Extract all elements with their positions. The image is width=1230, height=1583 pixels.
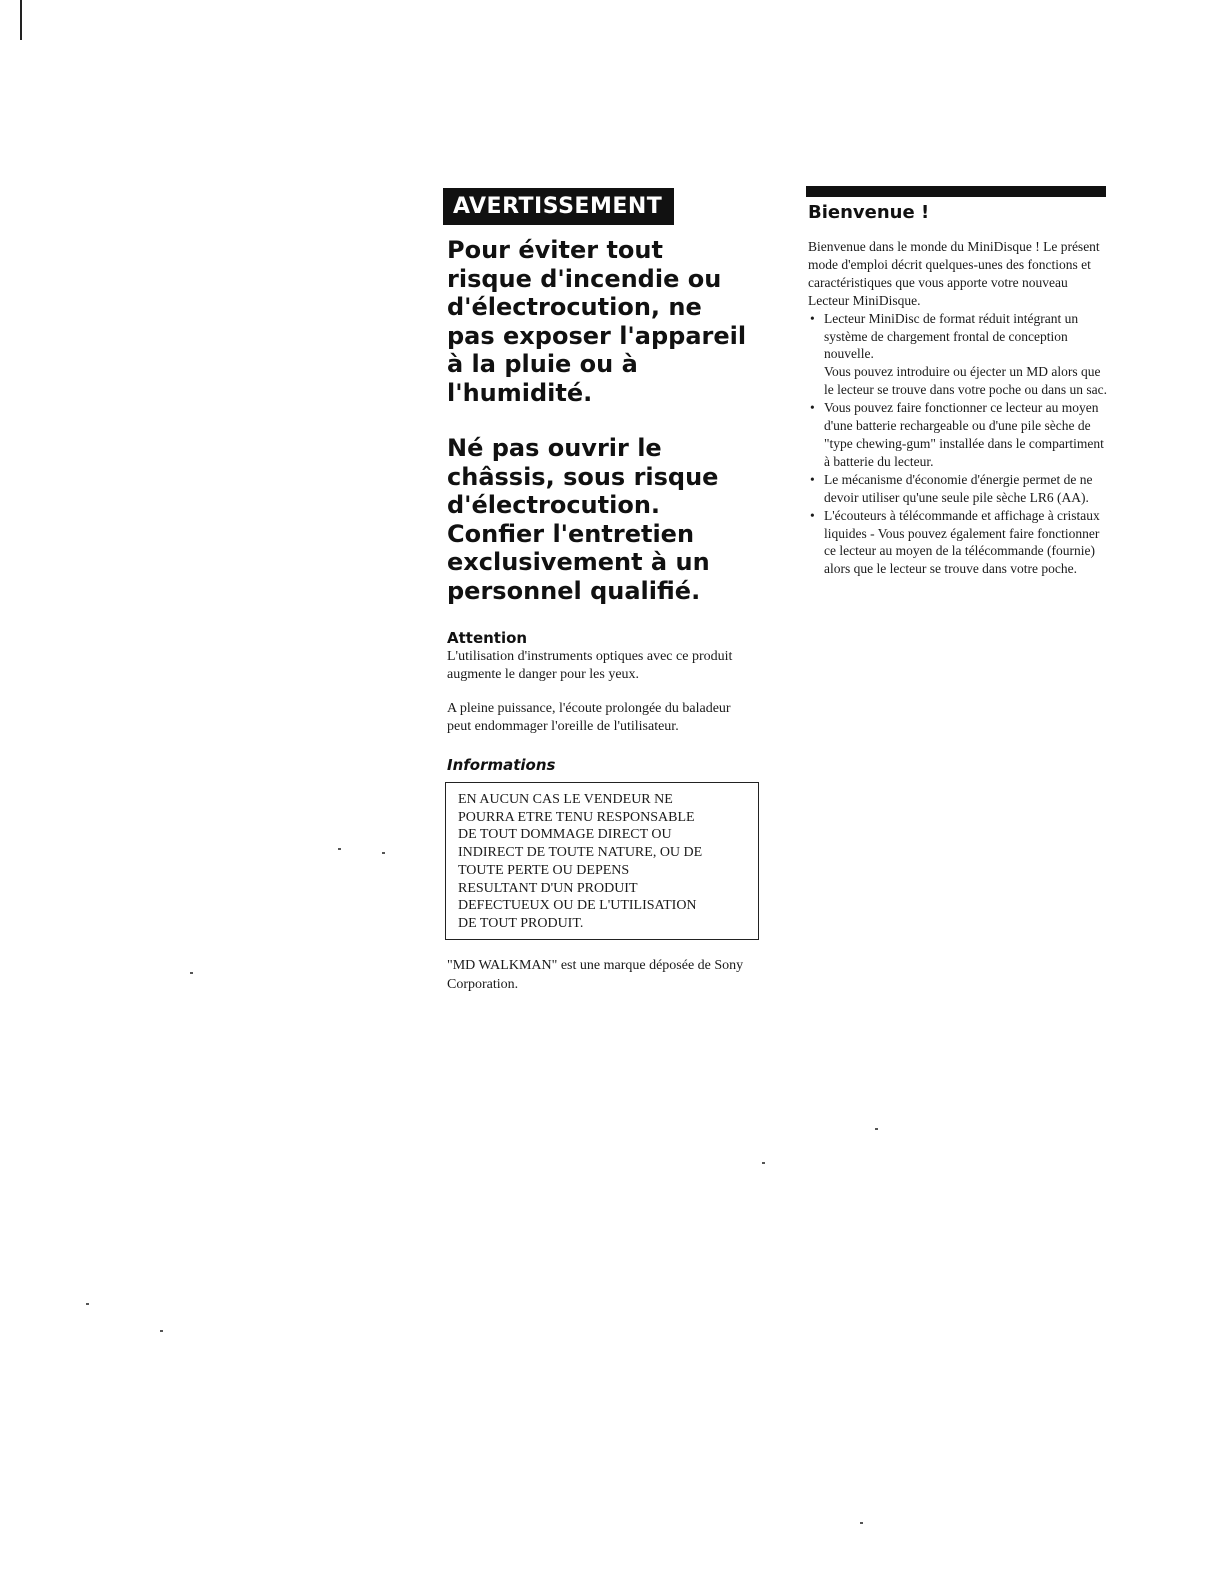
section-rule xyxy=(806,186,1106,197)
welcome-title: Bienvenue ! xyxy=(808,202,930,223)
scan-speck xyxy=(860,1522,863,1524)
scan-speck xyxy=(338,848,341,850)
liability-disclaimer-box: EN AUCUN CAS LE VENDEUR NE POURRA ETRE TENU RESPONSABLE DE TOUT DOMMAGE DIRECT OU INDIRECT DE TOUTE NATURE, OU DE TOUTE PERTE OU DEPENS RESULTANT D'UN PRODUIT DEFECTUEUX OU DE L'UTILISATION DE TOUT PRODUIT. xyxy=(445,782,759,940)
attention-text: L'utilisation d'instruments optiques avec ce produit augmente le danger pour les yeux. xyxy=(447,649,733,682)
bullet-icon: • xyxy=(810,507,815,523)
informations-heading: Informations xyxy=(447,756,556,774)
scan-speck xyxy=(382,852,385,854)
chassis-warning: Né pas ouvrir le châssis, sous risque d'électrocution. Confier l'entretien exclusivement à un personnel qualifié. xyxy=(447,434,719,605)
warning-column xyxy=(443,188,753,994)
feature-list xyxy=(806,310,1111,579)
scan-speck xyxy=(86,1303,89,1305)
feature-text: Vous pouvez faire fonctionner ce lecteur au moyen d'une batterie rechargeable ou d'une pile sèche de "type chewing-gum" installée dans le compartiment à batterie du lecteur. xyxy=(824,400,1104,469)
scan-speck xyxy=(762,1162,765,1164)
scan-speck xyxy=(160,1330,163,1332)
scan-speck xyxy=(875,1128,878,1130)
fire-shock-warning: Pour éviter tout risque d'incendie ou d'électrocution, ne pas exposer l'appareil à la pluie ou à l'humidité. xyxy=(447,236,747,407)
trademark-notice: "MD WALKMAN" est une marque déposée de Sony Corporation. xyxy=(447,957,744,992)
volume-warning-text: A pleine puissance, l'écoute prolongée du baladeur peut endommager l'oreille de l'utilisateur. xyxy=(447,701,731,734)
attention-heading: Attention xyxy=(447,629,528,647)
feature-text: L'écouteurs à télécommande et affichage à cristaux liquides - Vous pouvez également faire fonctionner ce lecteur au moyen de la télécommande (fournie) alors que le lecteur se trouve dans votre poche. xyxy=(824,507,1100,577)
feature-text: Lecteur MiniDisc de format réduit intégrant un système de chargement frontal de conception nouvelle. Vous pouvez introduire ou éjecter un MD alors que le lecteur se trouve dans votre poche ou dans un sac. xyxy=(824,310,1108,398)
welcome-intro: Bienvenue dans le monde du MiniDisque ! Le présent mode d'emploi décrit quelques-unes des fonctions et caractéristiques que vous apporte votre nouveau Lecteur MiniDisque. xyxy=(808,239,1100,308)
scan-speck xyxy=(190,972,193,974)
feature-item xyxy=(808,399,1111,471)
avertissement-banner: AVERTISSEMENT xyxy=(443,188,674,225)
feature-item xyxy=(808,310,1111,400)
scan-edge-mark xyxy=(20,0,22,40)
welcome-column xyxy=(806,186,1111,578)
bullet-icon: • xyxy=(810,310,815,326)
bullet-icon: • xyxy=(810,400,815,416)
bullet-icon: • xyxy=(810,471,815,487)
feature-item xyxy=(808,507,1111,579)
feature-text: Le mécanisme d'économie d'énergie permet de ne devoir utiliser qu'une seule pile sèche LR6 (AA). xyxy=(824,471,1093,505)
feature-item xyxy=(808,471,1111,507)
